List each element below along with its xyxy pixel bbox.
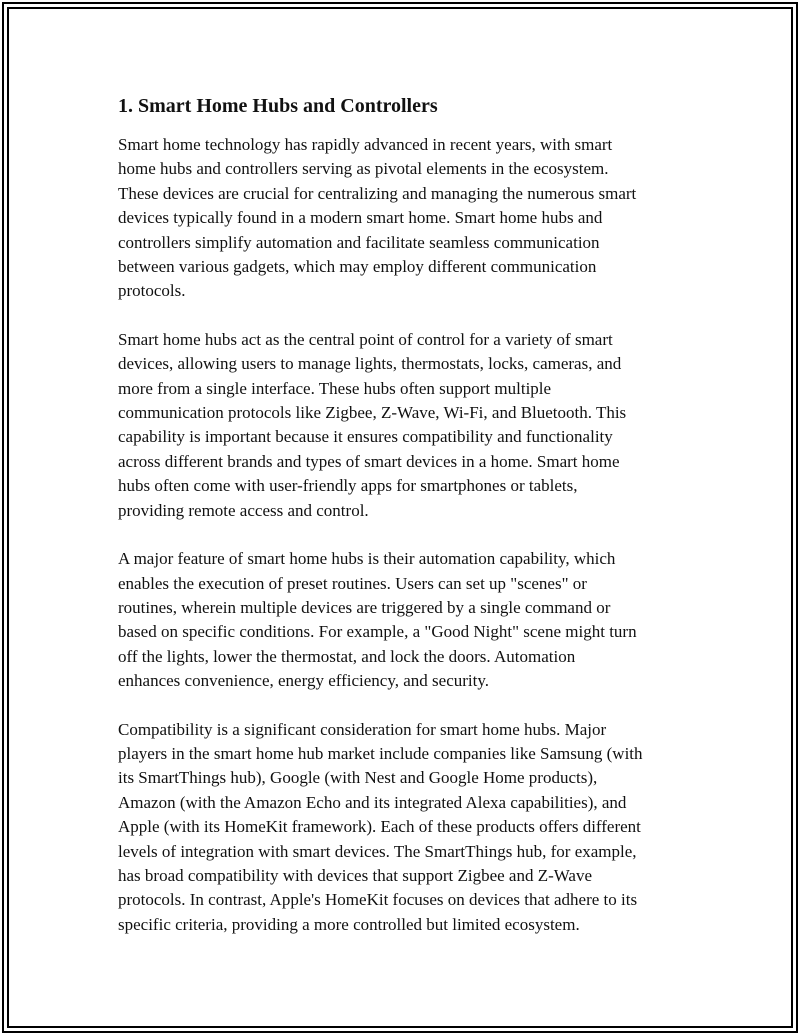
paragraph-central-control bbox=[118, 328, 690, 523]
text-line: home hubs and controllers serving as pivotal elements in the ecosystem. bbox=[118, 159, 609, 179]
text-line: devices typically found in a modern smart home. Smart home hubs and bbox=[118, 208, 603, 228]
text-line: Smart home technology has rapidly advanced in recent years, with smart bbox=[118, 135, 613, 154]
paragraph-automation bbox=[118, 547, 690, 693]
text-line: more from a single interface. These hubs often support multiple bbox=[118, 378, 552, 398]
text-line: controllers simplify automation and facilitate seamless communication bbox=[118, 232, 600, 252]
text-line: players in the smart home hub market include companies like Samsung (with bbox=[118, 743, 643, 763]
text-line: protocols. In contrast, Apple's HomeKit focuses on devices that adhere to its bbox=[118, 890, 638, 910]
text-line: hubs often come with user-friendly apps for smartphones or tablets, bbox=[118, 476, 578, 496]
text-line: routines, wherein multiple devices are triggered by a single command or bbox=[118, 597, 611, 617]
text-line: based on specific conditions. For example, a "Good Night" scene might turn bbox=[118, 622, 637, 642]
text-line: protocols. bbox=[118, 281, 186, 301]
text-line: devices, allowing users to manage lights, thermostats, locks, cameras, and bbox=[118, 354, 622, 374]
text-line: providing remote access and control. bbox=[118, 500, 369, 520]
text-line: Apple (with its HomeKit framework). Each of these products offers different bbox=[118, 817, 641, 837]
text-line: capability is important because it ensures compatibility and functionality bbox=[118, 427, 613, 447]
text-line: across different brands and types of smart devices in a home. Smart home bbox=[118, 451, 620, 471]
document-body bbox=[118, 93, 690, 961]
text-line: enhances convenience, energy efficiency, and security. bbox=[118, 671, 489, 691]
paragraph-intro bbox=[118, 133, 690, 304]
text-line: A major feature of smart home hubs is their automation capability, which bbox=[118, 549, 616, 569]
text-line: between various gadgets, which may employ different communication bbox=[118, 257, 597, 277]
text-line: Amazon (with the Amazon Echo and its integrated Alexa capabilities), and bbox=[118, 792, 627, 812]
text-line: specific criteria, providing a more controlled but limited ecosystem. bbox=[118, 914, 580, 934]
text-line: communication protocols like Zigbee, Z-Wave, Wi-Fi, and Bluetooth. This bbox=[118, 403, 627, 423]
text-line: its SmartThings hub), Google (with Nest and Google Home products), bbox=[118, 768, 598, 788]
section-heading: 1. Smart Home Hubs and Controllers bbox=[118, 95, 438, 117]
text-line: These devices are crucial for centralizing and managing the numerous smart bbox=[118, 183, 637, 203]
text-line: Smart home hubs act as the central point of control for a variety of smart bbox=[118, 329, 613, 349]
text-line: has broad compatibility with devices that support Zigbee and Z-Wave bbox=[118, 865, 593, 885]
text-line: Compatibility is a significant consideration for smart home hubs. Major bbox=[118, 719, 607, 739]
paragraph-compatibility bbox=[118, 718, 690, 938]
text-line: levels of integration with smart devices. The SmartThings hub, for example, bbox=[118, 841, 637, 861]
text-line: enables the execution of preset routines. Users can set up "scenes" or bbox=[118, 573, 587, 593]
text-line: off the lights, lower the thermostat, and lock the doors. Automation bbox=[118, 646, 576, 666]
